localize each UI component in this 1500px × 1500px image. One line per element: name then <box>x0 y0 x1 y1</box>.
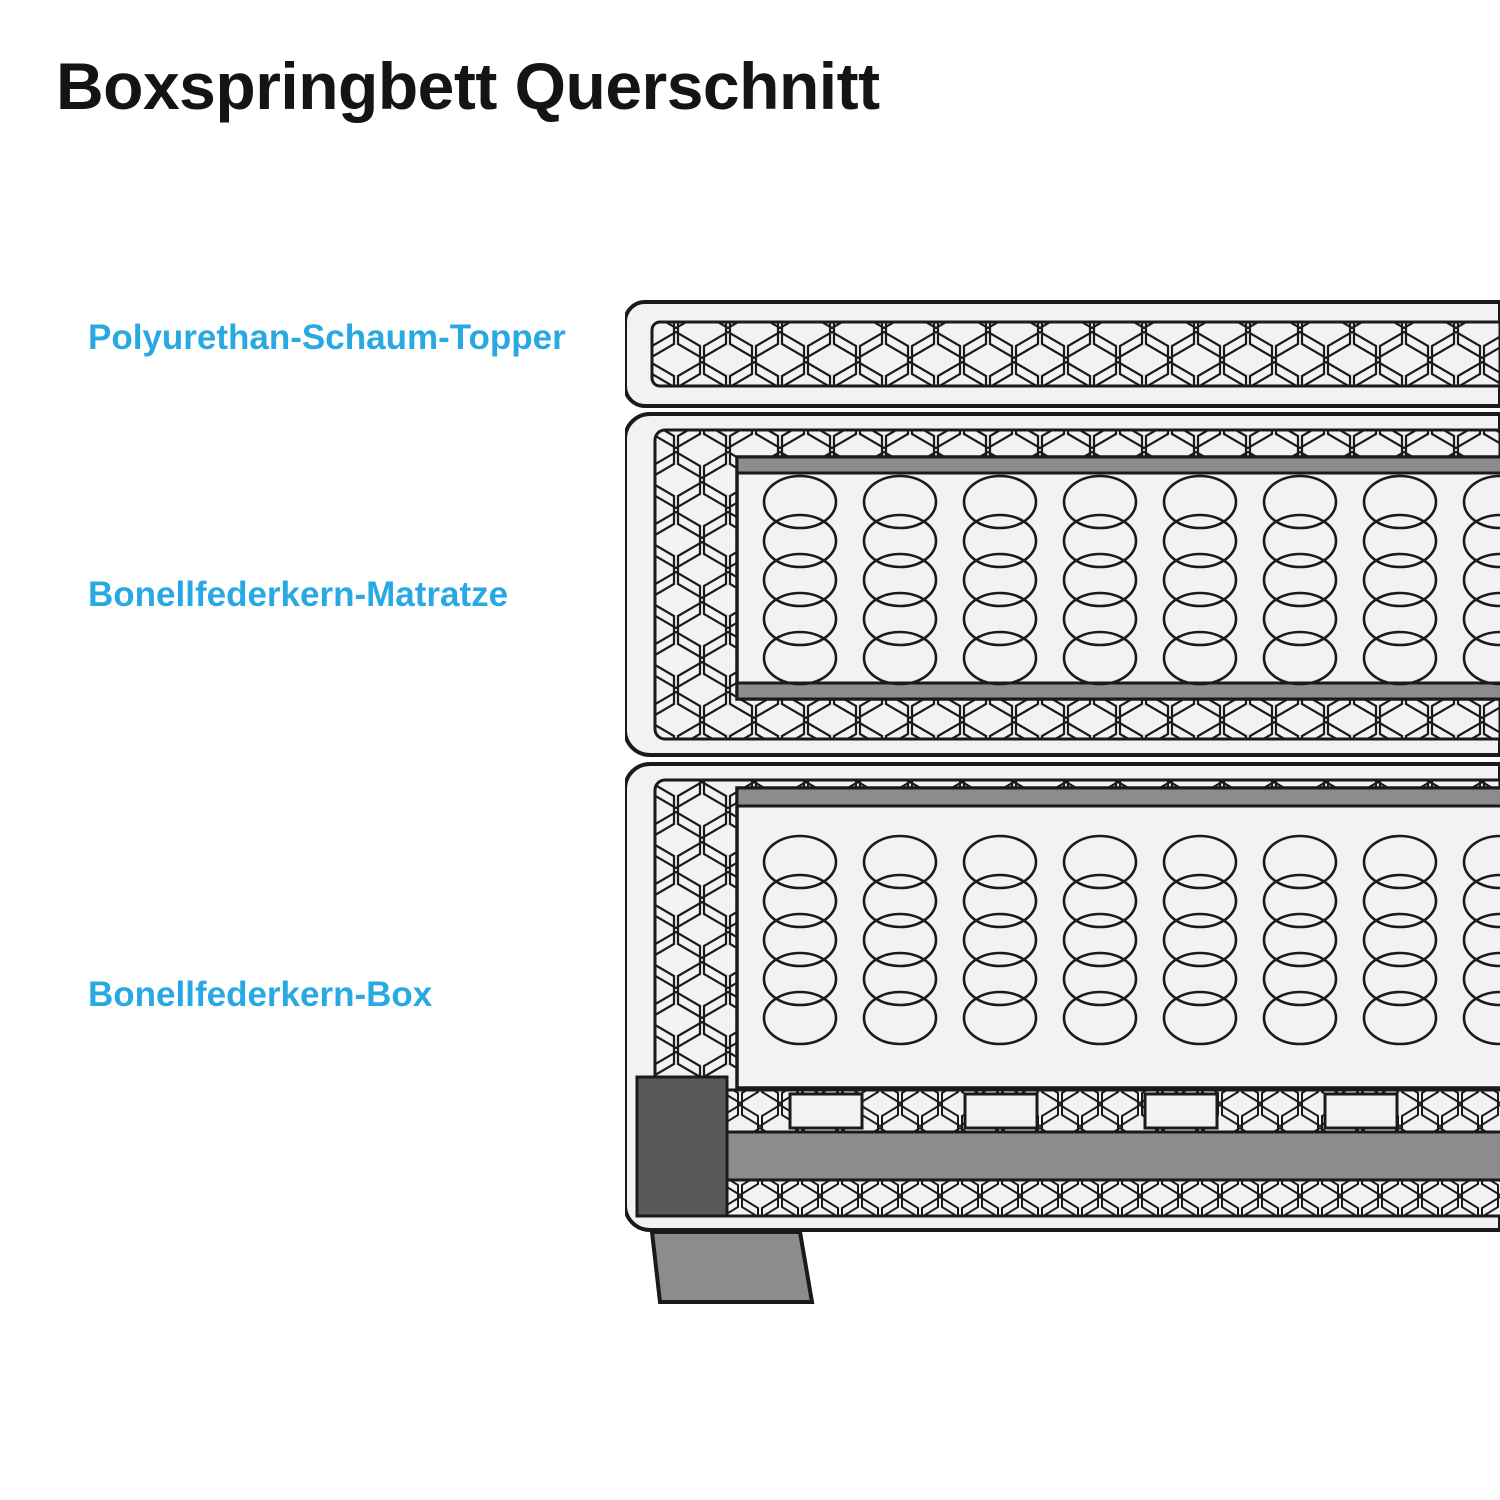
topper-layer <box>625 302 1500 406</box>
page-title: Boxspringbett Querschnitt <box>56 49 880 123</box>
mattress-layer <box>625 414 1500 755</box>
layer-label-matratze: Bonellfederkern-Matratze <box>88 575 509 614</box>
bed-foot <box>652 1232 812 1302</box>
layer-label-box: Bonellfederkern-Box <box>88 975 433 1014</box>
layer-label-topper: Polyurethan-Schaum-Topper <box>88 318 566 357</box>
box-layer <box>625 764 1500 1230</box>
